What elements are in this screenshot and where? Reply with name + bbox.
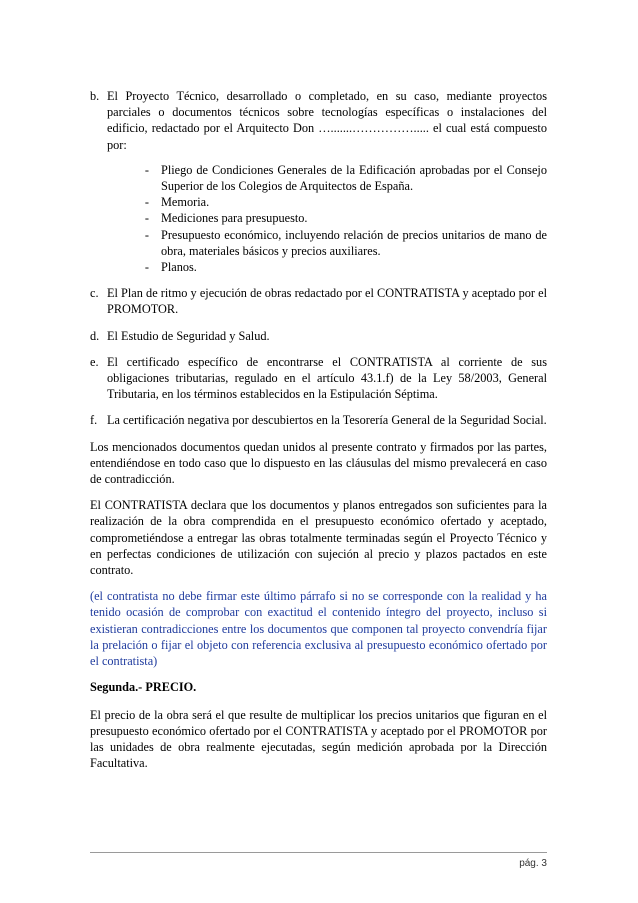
list-item-text: La certificación negativa por descubiertos en la Tesorería General de la Seguridad Social. (107, 413, 547, 428)
footer-divider (90, 852, 547, 853)
list-item-label: f. (90, 413, 98, 428)
list-item-label: e. (90, 354, 99, 369)
dash-marker: - (144, 162, 149, 177)
sub-list-item-text: Planos. (161, 260, 197, 275)
sub-list-item-text: Presupuesto económico, incluyendo relación de precios unitarios de mano de obra, materiales básicos y precios auxiliares. (161, 227, 547, 258)
list-item-e (90, 354, 547, 403)
dash-marker: - (144, 211, 149, 226)
note-paragraph: (el contratista no debe firmar este último párrafo si no se corresponde con la realidad y ha tenido ocasión de comprobar con exactitud el contenido íntegro del proyecto, incluso si existieran contradicciones entre los documentos que componen tal proyecto convendría fijar la prelación o fijar el objeto con referencia exclusiva al presupuesto económico ofertado por el contratista) (90, 589, 547, 669)
dash-marker: - (144, 195, 149, 210)
dash-marker: - (144, 227, 149, 242)
sub-list (124, 162, 547, 275)
sub-list-item-text: Memoria. (161, 195, 210, 210)
sub-list-item (124, 227, 547, 259)
sub-list-item-text: Mediciones para presupuesto. (161, 211, 308, 226)
list-item-d (90, 328, 547, 344)
page-body (90, 88, 547, 781)
sub-list-item-text: Pliego de Condiciones Generales de la Edificación aprobadas por el Consejo Superior de los Colegios de Arquitectos de España. (161, 162, 547, 194)
paragraph-documents-attached: Los mencionados documentos quedan unidos al presente contrato y firmados por las partes, entendiéndose en todo caso que lo dispuesto en las cláusulas del mismo prevalecerá en caso de contradicción. (90, 439, 547, 487)
list-item-text: El Plan de ritmo y ejecución de obras redactado por el CONTRATISTA y aceptado por el PROMOTOR. (107, 286, 547, 317)
list-item-b (90, 88, 547, 275)
page-number: pág. 3 (519, 858, 547, 869)
list-item-text: El certificado específico de encontrarse el CONTRATISTA al corriente de sus obligaciones tributarias, regulado en el artículo 43.1.f) de la Ley 58/2003, General Tributaria, en los términos establecidos en la Estipulación Séptima. (107, 354, 547, 402)
section-heading: Segunda.- PRECIO. (90, 680, 197, 695)
list-item-text: El Proyecto Técnico, desarrollado o completado, en su caso, mediante proyectos parciales o documentos técnicos sobre tecnologías específicas o instalaciones del edificio, redactado por el Arquitecto Don ….......……………..... el cual está compuesto por: (107, 89, 547, 152)
sub-list-item (124, 259, 547, 275)
list-item-label: b. (90, 89, 100, 103)
list-item-body (107, 88, 547, 275)
sub-list-item (124, 194, 547, 210)
sub-list-item (124, 210, 547, 226)
paragraph-price: El precio de la obra será el que resulte de multiplicar los precios unitarios que figuran en el presupuesto económico ofertado por el CONTRATISTA y aceptado por el PROMOTOR por las unidades de obra realmente ejecutadas, según medición aprobada por la Dirección Facultativa. (90, 707, 547, 771)
dash-marker: - (144, 260, 149, 275)
sub-list-item (124, 162, 547, 194)
list-item-label: c. (90, 286, 99, 301)
list-item-c (90, 285, 547, 317)
list-item-f (90, 412, 547, 428)
paragraph-contractor-declaration: El CONTRATISTA declara que los documentos y planos entregados son suficientes para la realización de la obra comprendida en el presupuesto económico ofertado y aceptado, comprometiéndose a entregar las obras totalmente terminadas según el Proyecto Técnico y en perfectas condiciones de utilización con sujeción al precio y plazos pactados en este contrato. (90, 498, 547, 578)
list-item-label: d. (90, 328, 100, 343)
list-item-text: El Estudio de Seguridad y Salud. (107, 328, 270, 343)
